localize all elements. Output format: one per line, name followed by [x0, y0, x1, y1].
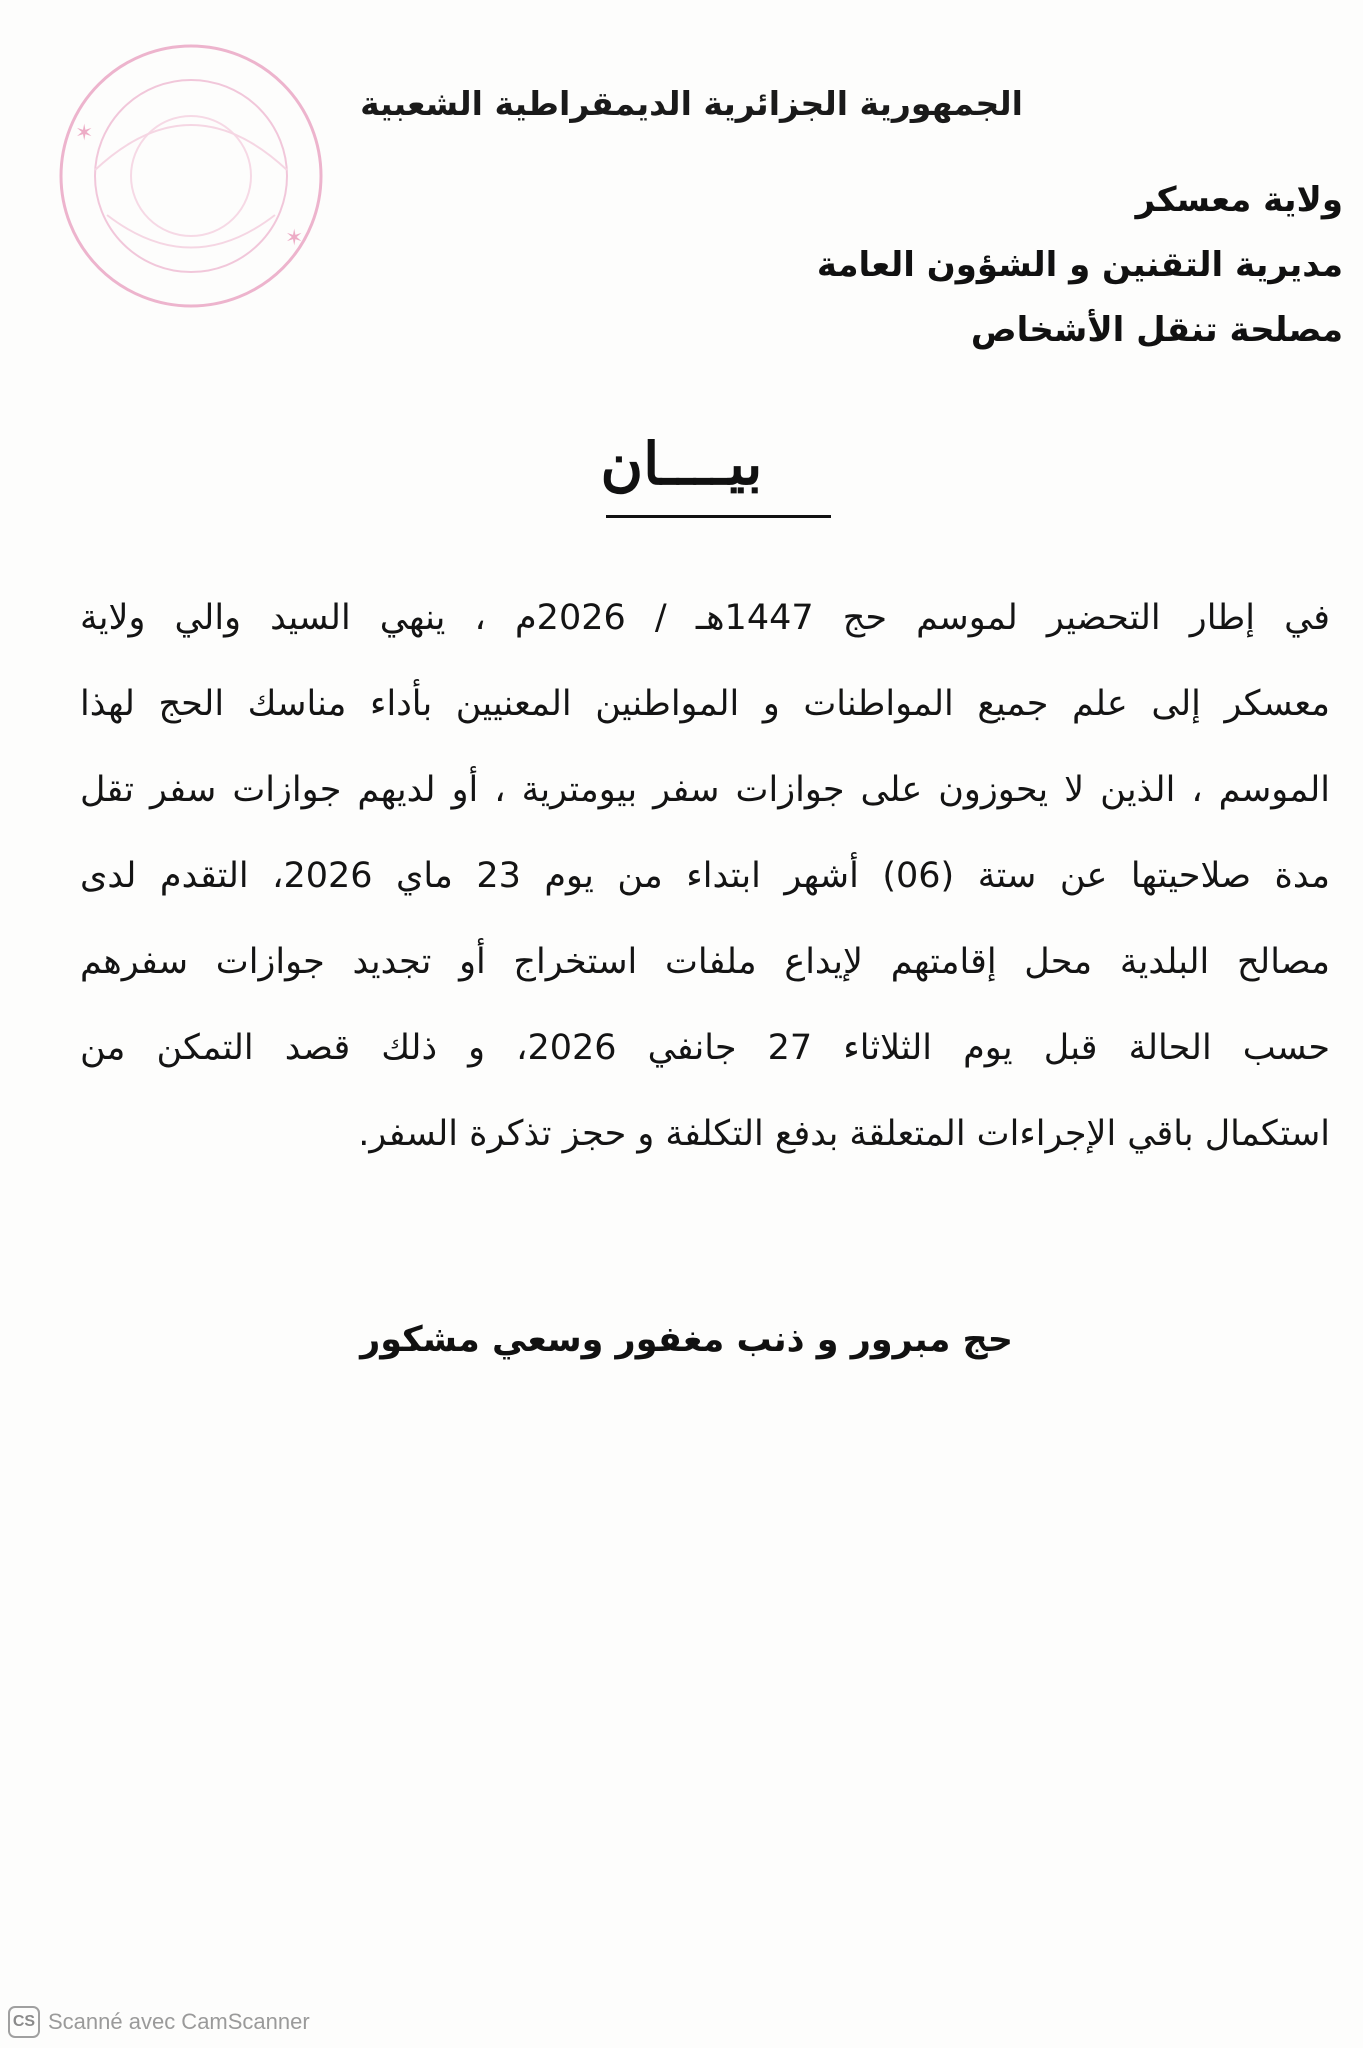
closing-phrase: حج مبرور و ذنب مغفور وسعي مشكور — [360, 1320, 1013, 1360]
body-line: مصالح البلدية محل إقامتهم لإيداع ملفات استخراج أو تجديد جوازات سفرهم — [80, 942, 1330, 982]
scanner-watermark — [8, 2006, 310, 2038]
service-name: مصلحة تنقل الأشخاص — [970, 310, 1343, 350]
camscanner-logo-icon: CS — [8, 2006, 40, 2038]
scanner-watermark-text: Scanné avec CamScanner — [48, 2009, 310, 2034]
republic-name: الجمهورية الجزائرية الديمقراطية الشعبية — [360, 84, 1023, 123]
document-title: بيــــان — [600, 430, 763, 498]
body-line: في إطار التحضير لموسم حج 1447هـ / 2026م ، ينهي السيد والي ولاية — [80, 598, 1330, 638]
body-line: حسب الحالة قبل يوم الثلاثاء 27 جانفي 2026، و ذلك قصد التمكن من — [80, 1028, 1330, 1068]
svg-text:✶: ✶ — [285, 226, 304, 251]
official-stamp-icon — [55, 40, 327, 312]
wilaya-name: ولاية معسكر — [1135, 180, 1343, 220]
body-line: الموسم ، الذين لا يحوزون على جوازات سفر بيومترية ، أو لديهم جوازات سفر تقل — [80, 770, 1330, 810]
svg-text:✶: ✶ — [75, 121, 94, 146]
title-underline — [606, 515, 831, 518]
body-line: استكمال باقي الإجراءات المتعلقة بدفع التكلفة و حجز تذكرة السفر. — [358, 1114, 1330, 1154]
directorate-name: مديرية التقنين و الشؤون العامة — [816, 245, 1343, 285]
announcement-body — [80, 575, 1330, 1177]
body-line: معسكر إلى علم جميع المواطنات و المواطنين المعنيين بأداء مناسك الحج لهذا — [80, 684, 1330, 724]
body-line: مدة صلاحيتها عن ستة (06) أشهر ابتداء من يوم 23 ماي 2026، التقدم لدى — [80, 856, 1330, 896]
